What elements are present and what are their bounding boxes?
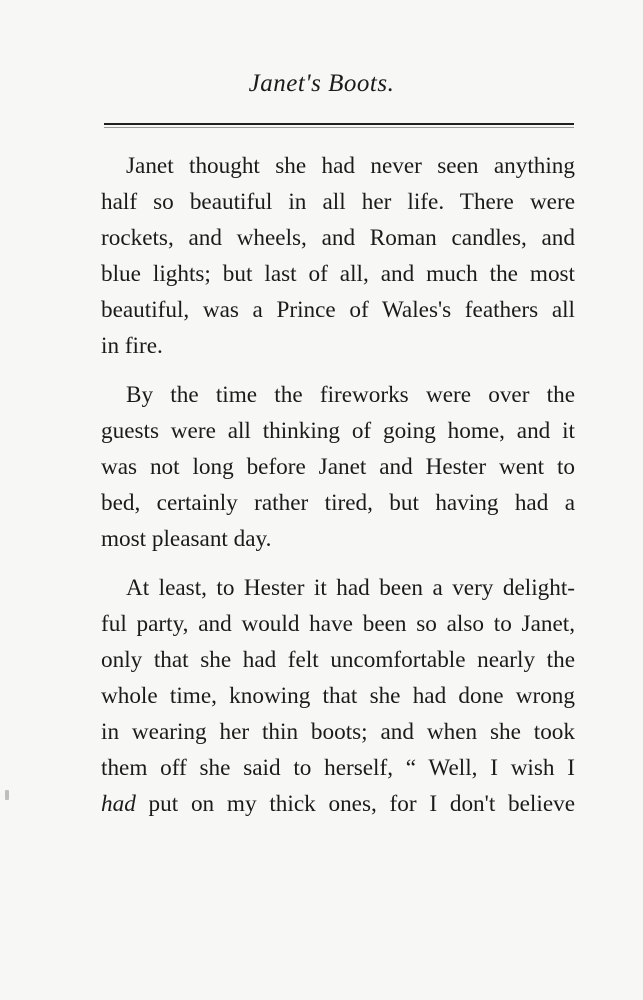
text-line: By the time the fireworks were over the <box>126 382 575 408</box>
text-line: half so beautiful in all her life. There were <box>101 189 575 215</box>
text-line: whole time, knowing that she had done wrong <box>101 683 575 709</box>
header-rule <box>104 123 574 125</box>
emphasis-word: had <box>101 791 136 817</box>
body-text <box>101 148 575 835</box>
text-line: bed, certainly rather tired, but having had a <box>101 490 575 516</box>
text-line: blue lights; but last of all, and much the most <box>101 261 575 287</box>
text-line: them off she said to herself, “ Well, I wish I <box>101 755 575 781</box>
text-line: beautiful, was a Prince of Wales's feathers all <box>101 297 575 323</box>
text-line: most pleasant day. <box>101 526 272 552</box>
text-line: only that she had felt uncomfortable nearly the <box>101 647 575 673</box>
text-line: in wearing her thin boots; and when she took <box>101 719 575 745</box>
page-speck <box>5 790 9 800</box>
paragraph-3 <box>101 570 575 822</box>
text-line: Janet thought she had never seen anything <box>126 153 575 179</box>
text-line-final <box>101 786 575 822</box>
text-line: was not long before Janet and Hester went to <box>101 454 575 480</box>
text-line: At least, to Hester it had been a very delight- <box>126 575 575 601</box>
header-rule-shadow <box>104 127 574 128</box>
running-head: Janet's Boots. <box>248 70 395 97</box>
text-line: guests were all thinking of going home, and it <box>101 418 575 444</box>
text-line: ful party, and would have been so also to Janet, <box>101 611 575 637</box>
text-line: rockets, and wheels, and Roman candles, and <box>101 225 575 251</box>
paragraph-1 <box>101 148 575 364</box>
paragraph-2 <box>101 377 575 557</box>
text-line-rest: put on my thick ones, for I don't believe <box>135 791 575 817</box>
text-line: in fire. <box>101 333 163 359</box>
